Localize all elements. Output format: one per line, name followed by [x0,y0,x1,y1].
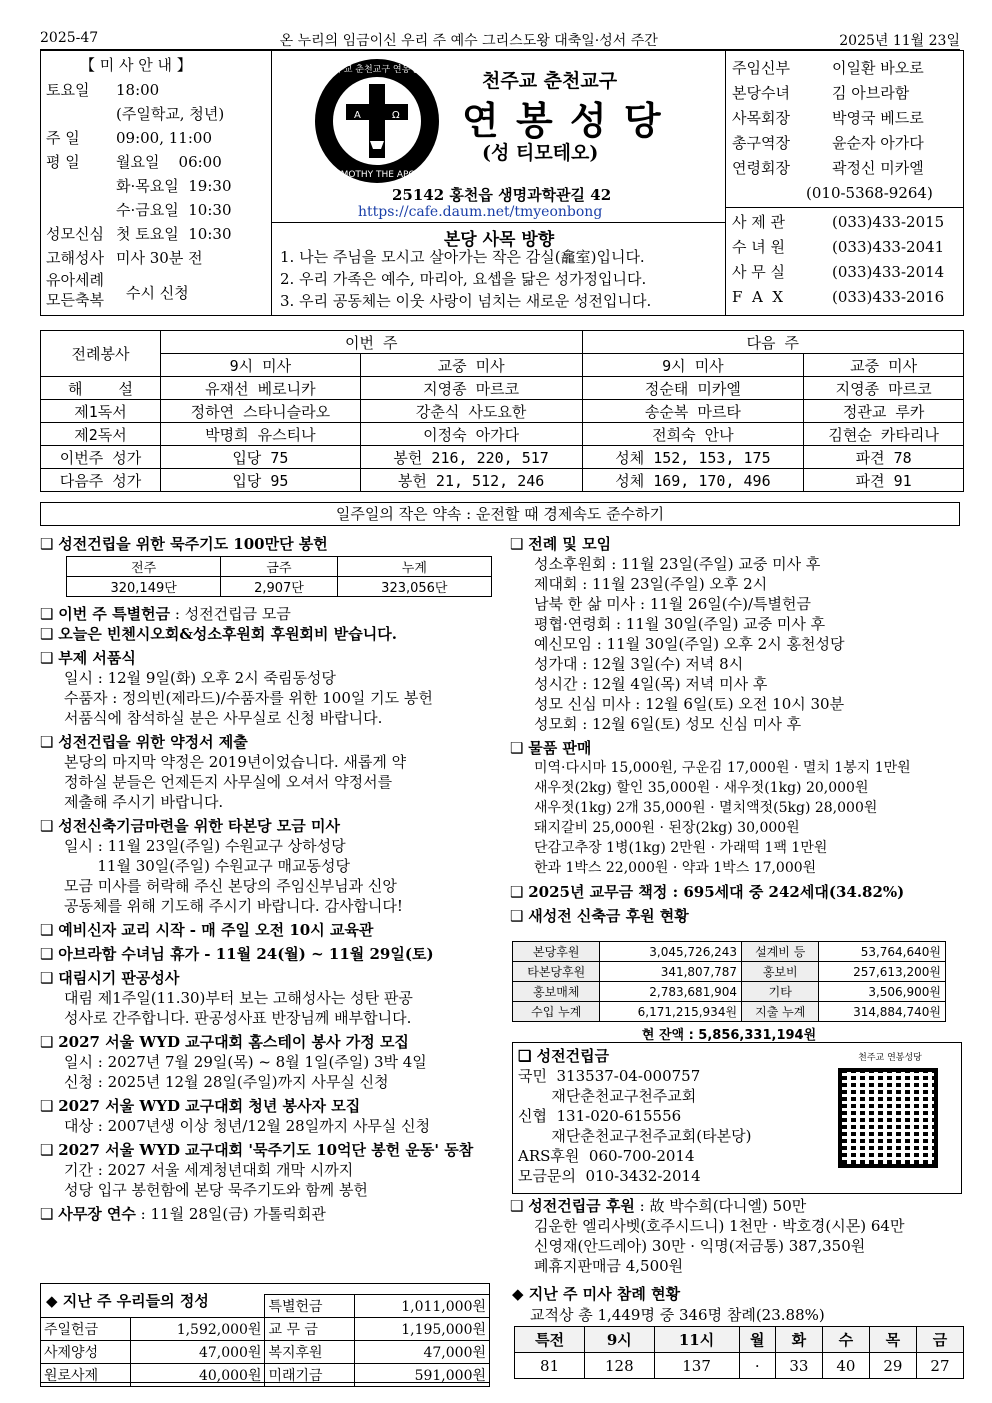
fund-cell: 지출 누계 [742,1002,819,1022]
hymn-row [41,446,964,469]
mass-time: 화·목요일 19:30 [116,177,232,195]
policy-item: 1. 나는 주님을 모시고 살아가는 작은 감실(龕室)입니다. [280,248,645,266]
bank-line: 재단춘천교구천주교회(타본당) [518,1127,752,1145]
svg-text:A: A [354,110,361,121]
attendance-value: 137 [654,1353,739,1379]
offering-row [41,1341,490,1364]
fund-cell: 53,764,640원 [819,942,946,962]
liturgy-cell: 김현순 카타리나 [804,423,964,446]
offering-cell: 591,000원 [355,1364,490,1387]
phone-number: (033)433-2014 [832,263,945,281]
mass-row [46,78,159,102]
phone-role: 사 제 관 [732,213,786,231]
goods-line: 한과 1박스 22,000원 · 약과 1박스 17,000원 [534,860,817,876]
offering-cell [41,1295,131,1318]
staff-info [726,50,964,316]
attendance-value: · [739,1353,775,1379]
notice-line: 성당 입구 봉헌함에 본당 묵주기도와 함께 봉헌 [64,1181,368,1199]
notice-line: 모금 미사를 허락해 주신 본당의 주임신부님과 신앙 [64,877,397,895]
hymn-cell: 성체 152, 153, 175 [582,446,804,469]
goods-line: 미역·다시마 15,000원, 구운김 17,000원 · 멸치 1봉지 1만원 [534,760,911,776]
liturgy-cell: 정하연 스타니슬라오 [161,400,361,423]
fund-cell: 3,045,726,243 [600,942,742,962]
notice-line: 신청 : 2025년 12월 28일(주일)까지 사무실 신청 [64,1073,389,1091]
attendance-title: ◆ 지난 주 미사 참례 현황 [512,1285,681,1303]
liturgy-row [41,423,964,446]
attendance-table [514,1326,964,1379]
attendance-head: 월 [739,1327,775,1353]
top-line [40,30,960,50]
attendance-head: 화 [775,1327,822,1353]
mass-row [46,126,212,150]
bank-line: 국민 313537-04-000757 [518,1067,701,1085]
attendance-value: 40 [822,1353,869,1379]
fund-cell: 타본당후원 [513,962,600,982]
donor-line: 김운한 엘리사벳(호주시드니) 1천만 · 박호경(시몬) 64만 [534,1217,905,1235]
goods-line: 단감고추장 1병(1kg) 2만원 · 가래떡 1팩 1만원 [534,840,828,856]
mass-schedule [40,50,272,316]
hymn-cell: 파견 91 [804,469,964,492]
liturgy-cell: 지영종 마르코 [360,377,582,400]
fund-cell: 본당후원 [513,942,600,962]
mass-label: 성모신심 [46,225,104,243]
right-notices: ❑ 전례 및 모임 성소후원회 : 11월 23일(주일) 교중 미사 후 제대회 : 11월 23일(주일) 오후 2시 남북 한 삶 미사 : 11월 26일(수)/특별헌금 평협·연령회 : 11월 30일(주일) 교중 미사 후 예신모임 : 11월 30일(주일) 오후 2시 홍천성당 성가대 : 12월 3일(수) 저녁 8시 성시간 : 12월 4일(목) 저녁 미사 후 성모 신심 미사 : 12월 6일(토) 오전 10시 30분 성모회 : 12월 6일(토) 성모 신심 미사 후 ❑ 물품 판매 미역·다시마 15,000원, 구운김 17,000원 · 멸치 1봉지 1만원 새우젓(2kg) 할인 35,000원 · 새우젓(1kg) 20,000원 새우젓(1kg) 2개 35,000원 · 멸치액젓(5kg) 28,000원 돼지갈비 25,000원 · 된장(2kg) 30,000원 단감고추장 1병(1kg) 2만원 · 가래떡 1팩 1만원 한과 1박스 22,000원 · 약과 1박스 17,000원 ❑ 2025년 교무금 책정 : 695세대 중 242세대(34.82%) ❑ 새성전 신축금 후원 현황 [510,534,962,926]
fund-cell: 341,807,787 [600,962,742,982]
liturgy-table: 전례봉사 이번 주 다음 주 9시 미사 교중 미사 9시 미사 교중 미사 해 설 유재선 베로니카 지영종 마르코 정순태 미카엘 지영종 마르코 제1독서 정하연 스타니슬라오 강춘식 사도요한 송순복 마르타 정관교 루카 제2독서 박명희 유스티나 이정숙 아가다 전희숙 안나 김현순 카타리나 이번주 성가 입당 75 봉헌 216, 220, 517 성체 152, 153, 175 파견 78 다음주 성가 입당 95 봉헌 21, 512, 246 성체 169, 170, 496 파견 91 [40,330,964,492]
staff-name: 윤순자 아가다 [832,134,924,152]
liturgy-cell: 전희숙 안나 [582,423,804,446]
mass-row [46,198,232,222]
notice-line: 일시 : 12월 9일(화) 오후 2시 죽림동성당 [64,669,336,687]
hymn-role: 다음주 성가 [41,469,161,492]
donor-line: 신영재(안드레아) 30만 · 익명(저금통) 387,350원 [534,1237,866,1255]
staff-name: 이일환 바오로 [832,59,924,77]
mass-row [46,222,232,246]
diocese-name: 천주교 춘천교구 [482,70,618,92]
liturgy-role: 제2독서 [41,423,161,446]
mass-time: 미사 30분 전 [116,249,203,267]
notice-line: 본당의 마지막 약정은 2019년이었습니다. 새롭게 약 [64,753,407,771]
offering-cell: 47,000원 [355,1341,490,1364]
liturgy-row [41,400,964,423]
staff-role: 본당수녀 [732,84,790,102]
staff-row [732,56,924,80]
hymn-cell: 입당 95 [161,469,361,492]
rosary-head: 전주 [67,557,221,577]
mass-label: 토요일 [46,81,90,99]
offering-row [41,1318,490,1341]
attendance-head: 특전 [515,1327,585,1353]
liturgy-role: 제1독서 [41,400,161,423]
notice-line: 제출해 주시기 바랍니다. [64,793,224,811]
attendance-head: 금 [916,1327,963,1353]
fund-row [513,1002,946,1022]
policy-item: 3. 우리 공동체는 이웃 사랑이 넘치는 새로운 성전입니다. [280,292,652,310]
meeting-line: 성시간 : 12월 4일(목) 저녁 미사 후 [534,675,768,693]
offering-cell: 원로사제 [41,1364,131,1387]
mass-title: 【 미 사 안 내 】 [80,56,192,74]
qr-code-icon[interactable] [838,1068,938,1168]
fund-cell: 3,506,900원 [819,982,946,1002]
mass-row [46,246,203,270]
attendance-head: 수 [822,1327,869,1353]
phone-number: (033)433-2041 [832,238,945,256]
goods-line: 돼지갈비 25,000원 · 된장(2kg) 30,000원 [534,820,800,836]
liturgy-cell: 지영종 마르코 [804,377,964,400]
rosary-head: 누계 [337,557,491,577]
staff-row [732,106,924,130]
church-logo [312,56,442,186]
notice-line: 공동체를 위해 기도해 주시기 바랍니다. 감사합니다! [64,897,403,915]
donor-section: ❑ 성전건립금 후원 : 故 박수희(다니엘) 50만 김운한 엘리사벳(호주시드니) 1천만 · 박호경(시몬) 64만 신영재(안드레아) 30만 · 익명(저금통) 387,350원 폐휴지판매금 4,500원 [510,1196,962,1276]
bank-line: 재단춘천교구천주교회 [518,1087,697,1105]
rosary-value: 320,149단 [67,577,221,597]
fund-cell: 6,171,215,934원 [600,1002,742,1022]
meeting-line: 예신모임 : 11월 30일(주일) 오후 2시 홍천성당 [534,635,845,653]
mass-label: 주 일 [46,129,80,147]
fund-cell: 설계비 등 [742,942,819,962]
church-name: 연 봉 성 당 [462,98,663,143]
liturgy-cell: 박명희 유스티나 [161,423,361,446]
staff-phone: (010-5368-9264) [806,184,933,202]
attendance-value: 128 [585,1353,654,1379]
rosary-value: 323,056단 [337,577,491,597]
offering-cell: 1,011,000원 [355,1295,490,1318]
notice-line: 일시 : 2027년 7월 29일(목) ~ 8월 1일(주일) 3박 4일 [64,1053,427,1071]
staff-row [732,81,909,105]
fund-row [513,962,946,982]
qr-label: 천주교 연봉성당 [858,1053,922,1063]
notice-line: 일시 : 11월 23일(주일) 수원교구 상하성당 [64,837,346,855]
fund-row [513,982,946,1002]
meeting-line: 성모 신심 미사 : 12월 6일(토) 오전 10시 30분 [534,695,845,713]
policy-title: 본당 사목 방향 [443,230,555,250]
phone-row [732,285,944,309]
policy-item: 2. 우리 가족은 예수, 마리아, 요셉을 닮은 성가정입니다. [280,270,647,288]
rosary-value: 2,907단 [221,577,337,597]
phone-number: (033)433-2015 [832,213,945,231]
offering-cell: 1,195,000원 [355,1318,490,1341]
liturgy-cell: 정순태 미카엘 [582,377,804,400]
goods-line: 새우젓(1kg) 2개 35,000원 · 멸치액젓(5kg) 28,000원 [534,800,878,816]
offering-table [40,1294,490,1387]
attendance-head: 11시 [654,1327,739,1353]
mass-time: 09:00, 11:00 [116,129,212,147]
fund-cell: 홍보매체 [513,982,600,1002]
notice-line: 11월 30일(주일) 수원교구 매교동성당 [64,857,350,875]
notice-line: 대림 제1주일(11.30)부터 보는 고해성사는 성탄 판공 [64,989,413,1007]
meeting-line: 남북 한 삶 미사 : 11월 26일(수)/특별헌금 [534,595,811,613]
offering-cell: 사제양성 [41,1341,131,1364]
staff-role: 주임신부 [732,59,790,77]
staff-role: 총구역장 [732,134,790,152]
phone-role: 수 녀 원 [732,238,786,256]
notice-line: 성사로 간주합니다. 판공성사표 반장님께 배부합니다. [64,1009,412,1027]
notice-line: 수품자 : 정의빈(제라드)/수품자를 위한 100일 기도 봉헌 [64,689,433,707]
attendance-value: 29 [869,1353,916,1379]
hymn-role: 이번주 성가 [41,446,161,469]
svg-text:Ω: Ω [392,110,400,121]
staff-name: 김 아브라함 [832,84,910,102]
offering-cell: 특별헌금 [265,1295,355,1318]
liturgy-row [41,377,964,400]
phone-row [732,235,944,259]
attendance-value: 33 [775,1353,822,1379]
fund-cell: 257,613,200원 [819,962,946,982]
mass-row [46,102,224,126]
fund-cell: 기타 [742,982,819,1002]
liturgy-cell: 유재선 베로니카 [161,377,361,400]
notice-line: 기간 : 2027 서울 세계청년대회 개막 시까지 [64,1161,354,1179]
liturgy-role: 해 설 [41,377,161,400]
meeting-line: 성모회 : 12월 6일(토) 성모 신심 미사 후 [534,715,802,733]
hymn-cell: 입당 75 [161,446,361,469]
rosary-section: ❑ 성전건립을 위한 묵주기도 100만단 봉헌 [40,534,495,554]
mass-time: 월요일 06:00 [116,153,222,171]
attendance-value: 81 [515,1353,585,1379]
hymn-cell: 파견 78 [804,446,964,469]
liturgy-cell: 송순복 마르타 [582,400,804,423]
bank-line: ARS후원 060-700-2014 [518,1147,695,1165]
offering-cell: 47,000원 [130,1341,265,1364]
meeting-line: 평협·연령회 : 11월 30일(주일) 교중 미사 후 [534,615,826,633]
donor-line: 폐휴지판매금 4,500원 [534,1257,684,1275]
hymn-cell: 성체 169, 170, 496 [582,469,804,492]
attendance-head: 목 [869,1327,916,1353]
liturgy-cell: 강춘식 사도요한 [360,400,582,423]
phone-role: 사 무 실 [732,263,786,281]
phone-row [732,260,944,284]
attendance-value: 27 [916,1353,963,1379]
liturgy-cell: 이정숙 아가다 [360,423,582,446]
mass-row [46,174,232,198]
notice-line: 정하실 분들은 언제든지 사무실에 오셔서 약정서를 [64,773,393,791]
bank-line: 신협 131-020-615556 [518,1107,682,1125]
meeting-line: 성소후원회 : 11월 23일(주일) 교중 미사 후 [534,555,821,573]
offering-cell: 1,592,000원 [130,1318,265,1341]
offering-cell: 미래기금 [265,1364,355,1387]
fund-cell: 홍보비 [742,962,819,982]
mass-label: 고해성사 [46,249,104,267]
staff-name: 박영국 베드로 [832,109,924,127]
fund-cell: 314,884,740원 [819,1002,946,1022]
baptism-time: 수시 신청 [126,284,189,302]
fund-row [513,942,946,962]
offering-cell: 40,000원 [130,1364,265,1387]
issue-date: 2025년 11월 23일 [839,33,960,49]
mass-time: 18:00 [116,81,160,99]
mass-label: 평 일 [46,153,80,171]
rosary-head: 금주 [221,557,337,577]
mass-time: 수·금요일 10:30 [116,201,232,219]
hymn-cell: 봉헌 216, 220, 517 [360,446,582,469]
meeting-line: 제대회 : 11월 23일(주일) 오후 2시 [534,575,768,593]
issue-number: 2025-47 [40,30,99,46]
mass-time: 첫 토요일 10:30 [116,225,232,243]
offering-row [41,1295,490,1318]
fund-cell: 수입 누계 [513,1002,600,1022]
staff-row [732,131,924,155]
feast-title: 온 누리의 임금이신 우리 주 예수 그리스도왕 대축일·성서 주간 [279,33,658,49]
hymn-row [41,469,964,492]
staff-row [732,156,924,180]
attendance-sub: 교적상 총 1,449명 중 346명 참례(23.88%) [530,1306,825,1324]
fund-table [512,941,946,1022]
notice-line: 서품식에 참석하실 분은 사무실로 신청 바랍니다. [64,709,383,727]
attendance-head: 9시 [585,1327,654,1353]
goods-line: 새우젓(2kg) 할인 35,000원 · 새우젓(1kg) 20,000원 [534,780,869,796]
offering-cell: 교 무 금 [265,1318,355,1341]
baptism-labels: 유아세례 모든축복 [46,271,104,309]
svg-text:ST. TIMOTHY THE APOSTLE: ST. TIMOTHY THE APOSTLE [316,170,438,180]
offering-title: ◆ 지난 주 우리들의 정성 [46,1292,209,1310]
mass-time: (주일학교, 청년) [116,105,225,123]
liturgy-cell: 정관교 루카 [804,400,964,423]
meeting-line: 성가대 : 12월 3일(수) 저녁 8시 [534,655,744,673]
rosary-table [66,556,492,597]
fund-cell: 2,783,681,904 [600,982,742,1002]
patron-name: (성 티모테오) [482,142,599,164]
offering-cell [130,1295,265,1318]
svg-text:천주교 춘천교구 연봉성당: 천주교 춘천교구 연봉성당 [326,65,428,75]
staff-role: 연령회장 [732,159,790,177]
staff-name: 곽정신 미카엘 [832,159,924,177]
cafe-link[interactable]: https://cafe.daum.net/tmyeonbong [358,204,603,220]
offering-cell: 주일헌금 [41,1318,131,1341]
staff-role: 사목회장 [732,109,790,127]
left-notices: ❑ 이번 주 특별헌금 : 성전건립금 모금 ❑ 오늘은 빈첸시오회&성소후원회 후원회비 받습니다. ❑ 부제 서품식 일시 : 12월 9일(화) 오후 2시 죽림동성당 수품자 : 정의빈(제라드)/수품자를 위한 100일 기도 봉헌 서품식에 참석하실 분은 사무실로 신청 바랍니다. ❑ 성전건립을 위한 약정서 제출 본당의 마지막 약정은 2019년이었습니다. 새롭게 약 정하실 분들은 언제든지 사무실에 오셔서 약정서를 제출해 주시기 바랍니다. ❑ 성전신축기금마련을 위한 타본당 모금 미사 일시 : 11월 23일(주일) 수원교구 상하성당 11월 30일(주일) 수원교구 매교동성당 모금 미사를 허락해 주신 본당의 주임신부님과 신앙 공동체를 위해 기도해 주시기 바랍니다. 감사합니다! ❑ 예비신자 교리 시작 - 매 주일 오전 10시 교육관 ❑ 아브라함 수녀님 휴가 - 11월 24(월) ~ 11월 29일(토) ❑ 대림시기 판공성사 대림 제1주일(11.30)부터 보는 고해성사는 성탄 판공 성사로 간주합니다. 판공성사표 반장님께 배부합니다. ❑ 2027 서울 WYD 교구대회 홈스테이 봉사 가정 모집 일시 : 2027년 7월 29일(목) ~ 8월 1일(주일) 3박 4일 신청 : 2025년 12월 28일(주일)까지 사무실 신청 ❑ 2027 서울 WYD 교구대회 청년 봉사자 모집 대상 : 2007년생 이상 청년/12월 28일까지 사무실 신청 ❑ 2027 서울 WYD 교구대회 '묵주기도 10억단 봉헌 운동' 동참 기간 : 2027 서울 세계청년대회 개막 시까지 성당 입구 봉헌함에 본당 묵주기도와 함께 봉헌 ❑ 사무장 연수 : 11월 28일(금) 가톨릭회관 [40,604,495,1224]
hymn-cell: 봉헌 21, 512, 246 [360,469,582,492]
offering-row [41,1364,490,1387]
offering-cell: 복지후원 [265,1341,355,1364]
phone-role: F A X [732,288,783,306]
fund-balance: 현 잔액 : 5,856,331,194원 [641,1028,817,1043]
bank-info: ❑ 성전건립금 국민 313537-04-000757 재단춘천교구천주교회 신협 131-020-615556 재단춘천교구천주교회(타본당) ARS후원 060-700-2014 모금문의 010-3432-2014 [518,1046,818,1186]
phone-row [732,210,944,234]
notice-line: 대상 : 2007년생 이상 청년/12월 28일까지 사무실 신청 [64,1117,431,1135]
phone-number: (033)433-2016 [832,288,945,306]
bank-line: 모금문의 010-3432-2014 [518,1167,701,1185]
church-info [272,50,726,316]
weekly-promise: 일주일의 작은 약속 : 운전할 때 경제속도 준수하기 [40,502,960,526]
mass-row [46,150,222,174]
address: 25142 홍천읍 생명과학관길 42 [392,186,612,204]
